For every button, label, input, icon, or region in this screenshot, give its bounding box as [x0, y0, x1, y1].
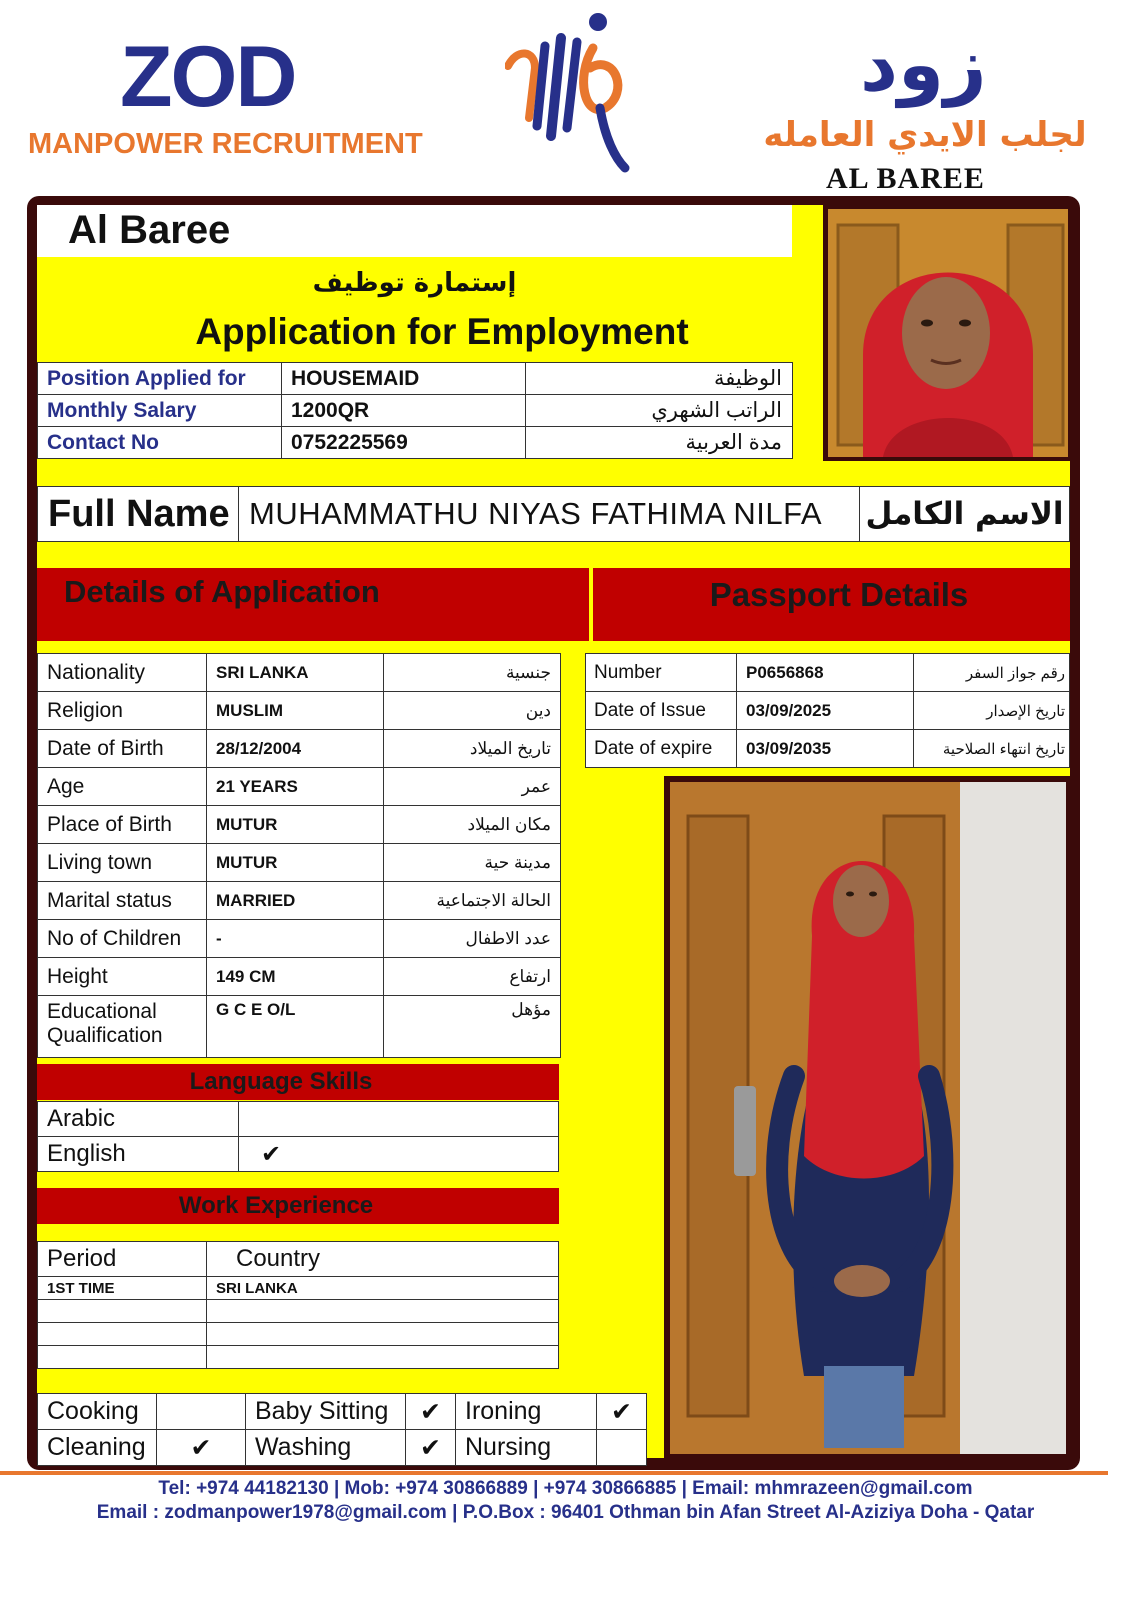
- language-name: Arabic: [38, 1102, 239, 1137]
- brand-subtitle-arabic: لجلب الايدي العامله: [763, 115, 1087, 155]
- brand-logo-arabic: زود: [860, 22, 987, 108]
- empty-cell: [38, 1323, 207, 1346]
- table-row: [38, 692, 561, 730]
- contact-value: 0752225569: [282, 427, 526, 459]
- passport-label-arabic: تاريخ انتهاء الصلاحية: [914, 730, 1070, 768]
- detail-label: Height: [38, 958, 207, 996]
- empty-cell: [38, 1300, 207, 1323]
- table-row: [38, 1137, 559, 1172]
- details-section-title: Details of Application: [64, 574, 380, 609]
- full-name-value: MUHAMMATHU NIYAS FATHIMA NILFA: [239, 487, 860, 542]
- detail-label-arabic: دين: [384, 692, 561, 730]
- full-body-photo: [664, 776, 1070, 1458]
- table-row: [38, 654, 561, 692]
- table-row: [38, 730, 561, 768]
- detail-label-arabic: مؤهل: [384, 996, 561, 1058]
- form-title-arabic: إستمارة توظيف: [312, 268, 517, 298]
- detail-value: SRI LANKA: [207, 654, 384, 692]
- table-row: [38, 1277, 559, 1300]
- skill-name: Cleaning: [38, 1430, 157, 1466]
- detail-label-arabic: عدد الاطفال: [384, 920, 561, 958]
- passport-section-title: Passport Details: [709, 576, 969, 613]
- skill-name: Ironing: [456, 1394, 597, 1430]
- salary-row: [38, 395, 793, 427]
- detail-value: -: [207, 920, 384, 958]
- detail-label: Date of Birth: [38, 730, 207, 768]
- detail-value: MUTUR: [207, 844, 384, 882]
- detail-label: Educational Qualification: [38, 996, 207, 1058]
- table-row: [38, 844, 561, 882]
- footer-address-line: Email : zodmanpower1978@gmail.com | P.O.Box : 96401 Othman bin Afan Street Al-Aziziya Doha - Qatar: [96, 1502, 1035, 1523]
- skill-name: Cooking: [38, 1394, 157, 1430]
- details-table: [37, 653, 561, 1058]
- detail-label: Nationality: [38, 654, 207, 692]
- footer-contact-line: Tel: +974 44182130 | Mob: +974 30866889 | +974 30866885 | Email: mhmrazeen@gmail.com: [158, 1478, 973, 1499]
- detail-value: 28/12/2004: [207, 730, 384, 768]
- checkmark-icon: ✔: [406, 1430, 456, 1466]
- table-row: [38, 1346, 559, 1369]
- brand-logo-text: ZOD: [120, 29, 296, 125]
- passport-label: Number: [586, 654, 737, 692]
- table-row: [38, 1394, 647, 1430]
- detail-label: No of Children: [38, 920, 207, 958]
- table-row: [38, 958, 561, 996]
- table-row: [38, 1323, 559, 1346]
- skill-check: [157, 1394, 246, 1430]
- detail-value: 21 YEARS: [207, 768, 384, 806]
- detail-label: Place of Birth: [38, 806, 207, 844]
- detail-value: MUTUR: [207, 806, 384, 844]
- salary-label-arabic: الراتب الشهري: [526, 395, 793, 427]
- table-row: [586, 692, 1070, 730]
- checkmark-icon: ✔: [157, 1430, 246, 1466]
- detail-label-arabic: تاريخ الميلاد: [384, 730, 561, 768]
- detail-label-arabic: مدينة حية: [384, 844, 561, 882]
- table-row: [38, 1430, 647, 1466]
- table-row: [38, 1300, 559, 1323]
- work-country: SRI LANKA: [207, 1277, 559, 1300]
- work-table: [37, 1241, 559, 1369]
- language-section-title: Language Skills: [189, 1068, 373, 1095]
- detail-value: MARRIED: [207, 882, 384, 920]
- detail-label-arabic: جنسية: [384, 654, 561, 692]
- detail-label-arabic: عمر: [384, 768, 561, 806]
- position-row: [38, 363, 793, 395]
- checkmark-icon: ✔: [597, 1394, 647, 1430]
- position-value: HOUSEMAID: [282, 363, 526, 395]
- footer-divider: [0, 1471, 1108, 1475]
- skill-name: Washing: [246, 1430, 406, 1466]
- skill-name: Baby Sitting: [246, 1394, 406, 1430]
- empty-cell: [207, 1323, 559, 1346]
- portrait-photo: [823, 205, 1070, 461]
- checkmark-icon: ✔: [406, 1394, 456, 1430]
- detail-label: Living town: [38, 844, 207, 882]
- table-row: [38, 768, 561, 806]
- brand-albaree: AL BAREE: [826, 162, 985, 195]
- brand-figure-icon: [505, 8, 630, 173]
- full-name-label: Full Name: [38, 487, 239, 542]
- position-table: [37, 362, 793, 459]
- table-row: [38, 882, 561, 920]
- passport-value: 03/09/2035: [737, 730, 914, 768]
- detail-value: 149 CM: [207, 958, 384, 996]
- form-title: Application for Employment: [195, 311, 689, 352]
- work-section-title: Work Experience: [178, 1192, 374, 1219]
- language-check: [239, 1102, 559, 1137]
- detail-label-arabic: مكان الميلاد: [384, 806, 561, 844]
- salary-value: 1200QR: [282, 395, 526, 427]
- empty-cell: [207, 1346, 559, 1369]
- contact-label-arabic: مدة العربية: [526, 427, 793, 459]
- empty-cell: [38, 1346, 207, 1369]
- work-header-period: Period: [38, 1242, 207, 1277]
- table-header: [38, 1242, 559, 1277]
- passport-value: 03/09/2025: [737, 692, 914, 730]
- detail-label: Religion: [38, 692, 207, 730]
- language-table: [37, 1101, 559, 1172]
- passport-label: Date of expire: [586, 730, 737, 768]
- language-name: English: [38, 1137, 239, 1172]
- brand-subtitle: MANPOWER RECRUITMENT: [28, 128, 423, 160]
- detail-label-arabic: ارتفاع: [384, 958, 561, 996]
- detail-label-arabic: الحالة الاجتماعية: [384, 882, 561, 920]
- full-name-table: [37, 486, 1070, 542]
- passport-label-arabic: رقم جواز السفر: [914, 654, 1070, 692]
- position-label: Position Applied for: [38, 363, 282, 395]
- work-period: 1ST TIME: [38, 1277, 207, 1300]
- detail-label: Marital status: [38, 882, 207, 920]
- work-header-country: Country: [207, 1242, 559, 1277]
- passport-value: P0656868: [737, 654, 914, 692]
- table-row: [38, 1102, 559, 1137]
- table-row: [586, 730, 1070, 768]
- detail-label: Age: [38, 768, 207, 806]
- passport-label-arabic: تاريخ الإصدار: [914, 692, 1070, 730]
- skill-name: Nursing: [456, 1430, 597, 1466]
- passport-label: Date of Issue: [586, 692, 737, 730]
- table-row: [586, 654, 1070, 692]
- table-row: [38, 996, 561, 1058]
- table-row: [38, 806, 561, 844]
- checkmark-icon: ✔: [239, 1137, 559, 1172]
- contact-row: [38, 427, 793, 459]
- position-label-arabic: الوظيفة: [526, 363, 793, 395]
- agency-name: Al Baree: [68, 208, 231, 252]
- detail-value: MUSLIM: [207, 692, 384, 730]
- skills-table: [37, 1393, 647, 1466]
- empty-cell: [207, 1300, 559, 1323]
- skill-check: [597, 1430, 647, 1466]
- table-row: [38, 920, 561, 958]
- contact-label: Contact No: [38, 427, 282, 459]
- passport-table: [585, 653, 1070, 768]
- detail-value: G C E O/L: [207, 996, 384, 1058]
- full-name-label-arabic: الاسم الكامل: [860, 487, 1070, 542]
- salary-label: Monthly Salary: [38, 395, 282, 427]
